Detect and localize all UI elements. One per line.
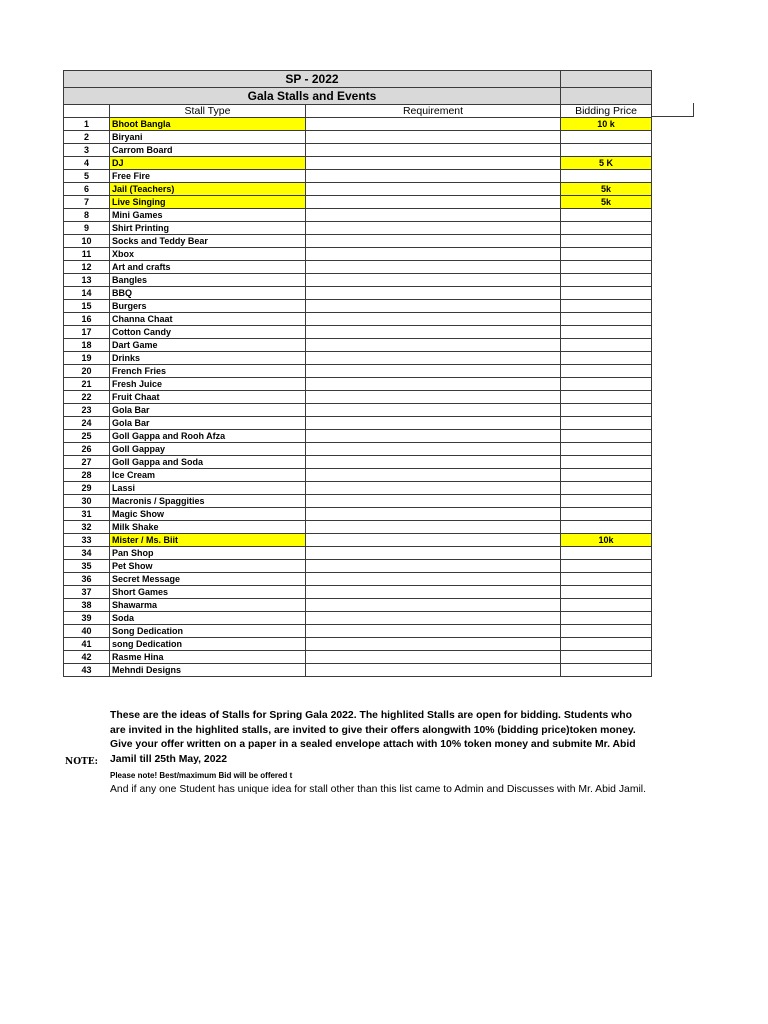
bidding-price-cell	[561, 573, 652, 586]
stall-type-cell: Bangles	[110, 274, 306, 287]
table-row	[64, 599, 652, 612]
header-border-extension	[651, 116, 694, 117]
row-number: 33	[64, 534, 110, 547]
stall-type-cell: Short Games	[110, 586, 306, 599]
table-row	[64, 560, 652, 573]
table-row	[64, 300, 652, 313]
requirement-cell	[306, 495, 561, 508]
row-number: 42	[64, 651, 110, 664]
sheet-subtitle: Gala Stalls and Events	[64, 88, 561, 105]
requirement-cell	[306, 521, 561, 534]
row-number: 17	[64, 326, 110, 339]
requirement-cell	[306, 443, 561, 456]
subtitle-blank-cell	[561, 88, 652, 105]
table-row	[64, 131, 652, 144]
requirement-cell	[306, 170, 561, 183]
table-row	[64, 235, 652, 248]
bidding-price-cell	[561, 339, 652, 352]
stall-type-cell: Gola Bar	[110, 417, 306, 430]
stall-type-cell: BBQ	[110, 287, 306, 300]
header-bidding-price: Bidding Price	[561, 105, 652, 118]
stall-type-cell: Cotton Candy	[110, 326, 306, 339]
table-row	[64, 586, 652, 599]
bidding-price-cell: 5k	[561, 196, 652, 209]
bidding-price-cell	[561, 443, 652, 456]
bidding-price-cell	[561, 391, 652, 404]
requirement-cell	[306, 456, 561, 469]
requirement-cell	[306, 404, 561, 417]
stall-type-cell: Song Dedication	[110, 625, 306, 638]
stall-type-cell: Burgers	[110, 300, 306, 313]
stall-type-cell: Art and crafts	[110, 261, 306, 274]
requirement-cell	[306, 547, 561, 560]
table-row	[64, 287, 652, 300]
stall-type-cell: Shirt Printing	[110, 222, 306, 235]
table-row	[64, 573, 652, 586]
stall-type-cell: Channa Chaat	[110, 313, 306, 326]
row-number: 21	[64, 378, 110, 391]
row-number: 39	[64, 612, 110, 625]
table-row	[64, 391, 652, 404]
row-number: 25	[64, 430, 110, 443]
note-small-text: Please note! Best/maximum Bid will be offered t	[110, 771, 293, 780]
requirement-cell	[306, 430, 561, 443]
stall-type-cell: Ice Cream	[110, 469, 306, 482]
bidding-price-cell	[561, 170, 652, 183]
table-row	[64, 248, 652, 261]
requirement-cell	[306, 534, 561, 547]
requirement-cell	[306, 651, 561, 664]
row-number: 43	[64, 664, 110, 677]
row-number: 3	[64, 144, 110, 157]
row-number: 1	[64, 118, 110, 131]
stall-type-cell: Free Fire	[110, 170, 306, 183]
requirement-cell	[306, 183, 561, 196]
requirement-cell	[306, 391, 561, 404]
row-number: 22	[64, 391, 110, 404]
bidding-price-cell	[561, 560, 652, 573]
requirement-cell	[306, 586, 561, 599]
table-row	[64, 638, 652, 651]
header-border-tick	[693, 103, 694, 116]
table-row	[64, 495, 652, 508]
requirement-cell	[306, 612, 561, 625]
stall-type-cell: Secret Message	[110, 573, 306, 586]
subtitle-row	[64, 88, 652, 105]
row-number: 28	[64, 469, 110, 482]
requirement-cell	[306, 365, 561, 378]
row-number: 18	[64, 339, 110, 352]
stall-type-cell: Shawarma	[110, 599, 306, 612]
requirement-cell	[306, 248, 561, 261]
table-row	[64, 196, 652, 209]
requirement-cell	[306, 378, 561, 391]
requirement-cell	[306, 599, 561, 612]
table-row	[64, 482, 652, 495]
requirement-cell	[306, 313, 561, 326]
row-number: 26	[64, 443, 110, 456]
requirement-cell	[306, 469, 561, 482]
row-number: 29	[64, 482, 110, 495]
stall-type-cell: Bhoot Bangla	[110, 118, 306, 131]
bidding-price-cell	[561, 547, 652, 560]
row-number: 15	[64, 300, 110, 313]
requirement-cell	[306, 482, 561, 495]
bidding-price-cell	[561, 313, 652, 326]
table-row	[64, 157, 652, 170]
bidding-price-cell	[561, 248, 652, 261]
row-number: 6	[64, 183, 110, 196]
bidding-price-cell	[561, 417, 652, 430]
header-num-cell	[64, 105, 110, 118]
bidding-price-cell	[561, 456, 652, 469]
bidding-price-cell	[561, 612, 652, 625]
requirement-cell	[306, 664, 561, 677]
stall-type-cell: Jail (Teachers)	[110, 183, 306, 196]
requirement-cell	[306, 638, 561, 651]
bidding-price-cell	[561, 131, 652, 144]
row-number: 4	[64, 157, 110, 170]
bidding-price-cell	[561, 664, 652, 677]
table-row	[64, 456, 652, 469]
requirement-cell	[306, 326, 561, 339]
stall-type-cell: Soda	[110, 612, 306, 625]
requirement-cell	[306, 118, 561, 131]
table-row	[64, 365, 652, 378]
table-row	[64, 469, 652, 482]
row-number: 37	[64, 586, 110, 599]
bidding-price-cell	[561, 482, 652, 495]
row-number: 5	[64, 170, 110, 183]
row-number: 31	[64, 508, 110, 521]
table-row	[64, 651, 652, 664]
stall-type-cell: Fresh Juice	[110, 378, 306, 391]
stall-type-cell: Carrom Board	[110, 144, 306, 157]
table-row	[64, 378, 652, 391]
row-number: 38	[64, 599, 110, 612]
table-row	[64, 443, 652, 456]
stall-type-cell: Rasme Hina	[110, 651, 306, 664]
row-number: 32	[64, 521, 110, 534]
bidding-price-cell	[561, 352, 652, 365]
requirement-cell	[306, 573, 561, 586]
table-row	[64, 222, 652, 235]
bidding-price-cell	[561, 508, 652, 521]
requirement-cell	[306, 157, 561, 170]
requirement-cell	[306, 274, 561, 287]
row-number: 2	[64, 131, 110, 144]
bidding-price-cell	[561, 144, 652, 157]
note-extra-text: And if any one Student has unique idea for stall other than this list came to Admin and Discusses with Mr. Abid Jamil.	[110, 784, 646, 795]
stall-type-cell: Gola Bar	[110, 404, 306, 417]
table-row	[64, 261, 652, 274]
stalls-table	[63, 70, 652, 677]
stall-type-cell: Xbox	[110, 248, 306, 261]
bidding-price-cell	[561, 274, 652, 287]
stall-type-cell: Milk Shake	[110, 521, 306, 534]
bidding-price-cell	[561, 300, 652, 313]
note-paragraph: These are the ideas of Stalls for Spring Gala 2022. The highlited Stalls are open for bidding. Students who are invited in the highlited stalls, are invited to give their offers alongwith 10% (bidding price)token money. Give your offer written on a paper in a sealed envelope attach with 10% token money and submite Mr. Abid Jamil till 25th May, 2022	[110, 710, 636, 765]
stall-type-cell: Magic Show	[110, 508, 306, 521]
bidding-price-cell	[561, 638, 652, 651]
table-row	[64, 274, 652, 287]
row-number: 41	[64, 638, 110, 651]
stall-type-cell: Pet Show	[110, 560, 306, 573]
requirement-cell	[306, 560, 561, 573]
table-row	[64, 521, 652, 534]
table-row	[64, 547, 652, 560]
requirement-cell	[306, 508, 561, 521]
row-number: 27	[64, 456, 110, 469]
stall-type-cell: Goll Gappa and Rooh Afza	[110, 430, 306, 443]
row-number: 23	[64, 404, 110, 417]
requirement-cell	[306, 300, 561, 313]
requirement-cell	[306, 222, 561, 235]
bidding-price-cell	[561, 469, 652, 482]
table-row	[64, 404, 652, 417]
bidding-price-cell	[561, 209, 652, 222]
row-number: 7	[64, 196, 110, 209]
requirement-cell	[306, 196, 561, 209]
requirement-cell	[306, 417, 561, 430]
title-blank-cell	[561, 71, 652, 88]
bidding-price-cell	[561, 495, 652, 508]
bidding-price-cell	[561, 365, 652, 378]
table-row	[64, 118, 652, 131]
bidding-price-cell	[561, 222, 652, 235]
row-number: 36	[64, 573, 110, 586]
bidding-price-cell	[561, 261, 652, 274]
header-row	[64, 105, 652, 118]
row-number: 34	[64, 547, 110, 560]
table-row	[64, 430, 652, 443]
stall-type-cell: Mehndi Designs	[110, 664, 306, 677]
row-number: 10	[64, 235, 110, 248]
stall-type-cell: Mini Games	[110, 209, 306, 222]
row-number: 16	[64, 313, 110, 326]
bidding-price-cell	[561, 235, 652, 248]
stall-type-cell: Drinks	[110, 352, 306, 365]
table-row	[64, 664, 652, 677]
header-stall-type: Stall Type	[110, 105, 306, 118]
row-number: 12	[64, 261, 110, 274]
requirement-cell	[306, 261, 561, 274]
bidding-price-cell	[561, 404, 652, 417]
row-number: 9	[64, 222, 110, 235]
row-number: 8	[64, 209, 110, 222]
stall-type-cell: French Fries	[110, 365, 306, 378]
bidding-price-cell	[561, 430, 652, 443]
row-number: 13	[64, 274, 110, 287]
row-number: 11	[64, 248, 110, 261]
table-row	[64, 183, 652, 196]
sheet-title: SP - 2022	[64, 71, 561, 88]
bidding-price-cell	[561, 599, 652, 612]
stall-type-cell: Lassi	[110, 482, 306, 495]
note-label: NOTE:	[65, 757, 98, 767]
table-row	[64, 508, 652, 521]
bidding-price-cell: 10 k	[561, 118, 652, 131]
row-number: 14	[64, 287, 110, 300]
bidding-price-cell: 10k	[561, 534, 652, 547]
stall-type-cell: Goll Gappa and Soda	[110, 456, 306, 469]
bidding-price-cell: 5k	[561, 183, 652, 196]
stall-type-cell: Live Singing	[110, 196, 306, 209]
stall-type-cell: Macronis / Spaggities	[110, 495, 306, 508]
table-row	[64, 534, 652, 547]
requirement-cell	[306, 352, 561, 365]
bidding-price-cell	[561, 521, 652, 534]
table-row	[64, 209, 652, 222]
requirement-cell	[306, 625, 561, 638]
table-row	[64, 326, 652, 339]
stall-type-cell: Fruit Chaat	[110, 391, 306, 404]
table-row	[64, 612, 652, 625]
requirement-cell	[306, 287, 561, 300]
requirement-cell	[306, 339, 561, 352]
title-row	[64, 71, 652, 88]
bidding-price-cell	[561, 586, 652, 599]
table-row	[64, 144, 652, 157]
row-number: 20	[64, 365, 110, 378]
table-row	[64, 352, 652, 365]
stall-type-cell: Socks and Teddy Bear	[110, 235, 306, 248]
stall-type-cell: Mister / Ms. Biit	[110, 534, 306, 547]
stall-type-cell: song Dedication	[110, 638, 306, 651]
table-row	[64, 625, 652, 638]
bidding-price-cell: 5 K	[561, 157, 652, 170]
table-row	[64, 417, 652, 430]
row-number: 40	[64, 625, 110, 638]
stall-type-cell: Goll Gappay	[110, 443, 306, 456]
bidding-price-cell	[561, 625, 652, 638]
table-row	[64, 313, 652, 326]
row-number: 30	[64, 495, 110, 508]
header-requirement: Requirement	[306, 105, 561, 118]
row-number: 35	[64, 560, 110, 573]
row-number: 24	[64, 417, 110, 430]
requirement-cell	[306, 209, 561, 222]
stall-type-cell: Biryani	[110, 131, 306, 144]
table-row	[64, 170, 652, 183]
stall-type-cell: Dart Game	[110, 339, 306, 352]
requirement-cell	[306, 131, 561, 144]
bidding-price-cell	[561, 287, 652, 300]
row-number: 19	[64, 352, 110, 365]
bidding-price-cell	[561, 378, 652, 391]
bidding-price-cell	[561, 326, 652, 339]
stall-type-cell: Pan Shop	[110, 547, 306, 560]
bidding-price-cell	[561, 651, 652, 664]
requirement-cell	[306, 144, 561, 157]
table-row	[64, 339, 652, 352]
stall-type-cell: DJ	[110, 157, 306, 170]
requirement-cell	[306, 235, 561, 248]
